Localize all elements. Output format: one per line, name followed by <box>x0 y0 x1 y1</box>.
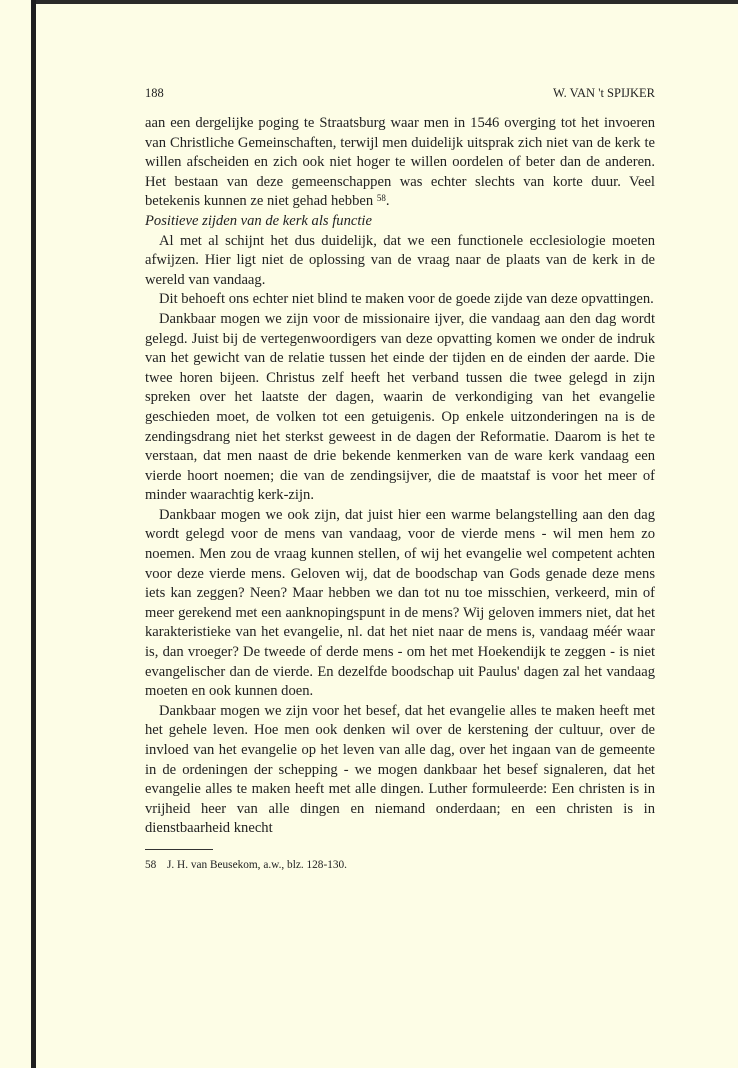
footnote-rule <box>145 849 213 850</box>
body-text <box>145 114 655 839</box>
footnote-number: 58 <box>145 858 157 871</box>
page <box>145 86 655 872</box>
paragraph: Dit behoeft ons echter niet blind te maken voor de goede zijde van deze opvattingen. <box>159 291 654 308</box>
paragraph: Dankbaar mogen we zijn voor het besef, dat het evangelie alles te maken heeft met het gehele leven. Hoe men ook denken wil over de kerstening der cultuur, over de invloed van het evangelie op het leven van alle dag, over het ingaan van de gemeente in de ordeningen der schepping - we mogen dankbaar het besef signaleren, dat het evangelie alles te maken heeft met alle dingen. Luther formuleerde: Een christen is in vrijheid heer van alle dingen en niemand onderdaan; en een christen is in dienstbaarheid knecht <box>145 702 655 837</box>
scan-edge-left <box>31 0 36 1068</box>
paragraph: Dankbaar mogen we ook zijn, dat juist hier een warme belangstelling aan den dag wordt gelegd voor de mens van vandaag, voor de vierde mens - wil men hem zo noemen. Men zou de vraag kunnen stellen, of wij het evangelie wel competent achten voor deze vierde mens. Geloven wij, dat de boodschap van Gods genade deze mens iets kan zeggen? Neen? Maar hebben we dan tot nu toe misschien, verkeerd, min of meer gerekend met een aanknopingspunt in de mens? Wij geloven immers niet, dat het karakteristieke van het evangelie, nl. dat het niet naar de mens is, vandaag méér waar is, dan vroeger? De tweede of derde mens - om het met Hoekendijk te zeggen - is niet evangelischer dan de vierde. En dezelfde boodschap uit Paulus' dagen zal het vandaag moeten en ook kunnen doen. <box>145 506 655 700</box>
running-header <box>145 86 655 108</box>
intro-paragraph: aan een dergelijke poging te Straatsburg waar men in 1546 overging tot het invoeren van Christliche Gemeinschaften, terwijl men duidelijk uitsprak zich niet van de kerk te willen afscheiden en zich ook niet hoger te willen oordelen of beter dan de anderen. Het bestaan van deze gemeenschappen was echter slechts van korte duur. Veel betekenis kunnen ze niet gehad hebben $^{58}$. <box>145 115 655 210</box>
footnote <box>145 858 655 872</box>
paragraph: Dankbaar mogen we zijn voor de missionaire ijver, die vandaag aan den dag wordt gelegd. Juist bij de vertegenwoordigers van deze opvatting komen we onder de indruk van het gewicht van de relatie tussen het einde der tijden en de einden der aarde. Die twee horen bijeen. Christus zelf heeft het verband tussen die twee gelegd in zijn spreken over het laatste der dagen, waarin de verkondiging van het evangelie geschieden moet, de volken tot een getuigenis. Op enkele uitzonderingen na is de zendingsdrang niet het sterkst geweest in de dagen der Reformatie. Daarom is het te verstaan, dat men naast de drie bekende kenmerken van de ware kerk vandaag een vierde hoort noemen; die van de zendingsijver, die de maatstaf is voor het meer of minder waarachtig kerk-zijn. <box>145 310 655 504</box>
page-number: 188 <box>145 86 164 100</box>
paragraph: Al met al schijnt het dus duidelijk, dat we een functionele ecclesiologie moeten afwijzen. Hier ligt niet de oplossing van de vraag naar de plaats van de kerk in de wereld van vandaag. <box>145 232 655 288</box>
footnote-text: J. H. van Beusekom, a.w., blz. 128-130. <box>167 858 347 871</box>
footnote-reference: 58 <box>376 193 386 204</box>
running-author: W. VAN 't SPIJKER <box>552 86 655 100</box>
scan-edge-top <box>34 0 738 4</box>
section-heading: Positieve zijden van de kerk als functie <box>145 212 372 229</box>
